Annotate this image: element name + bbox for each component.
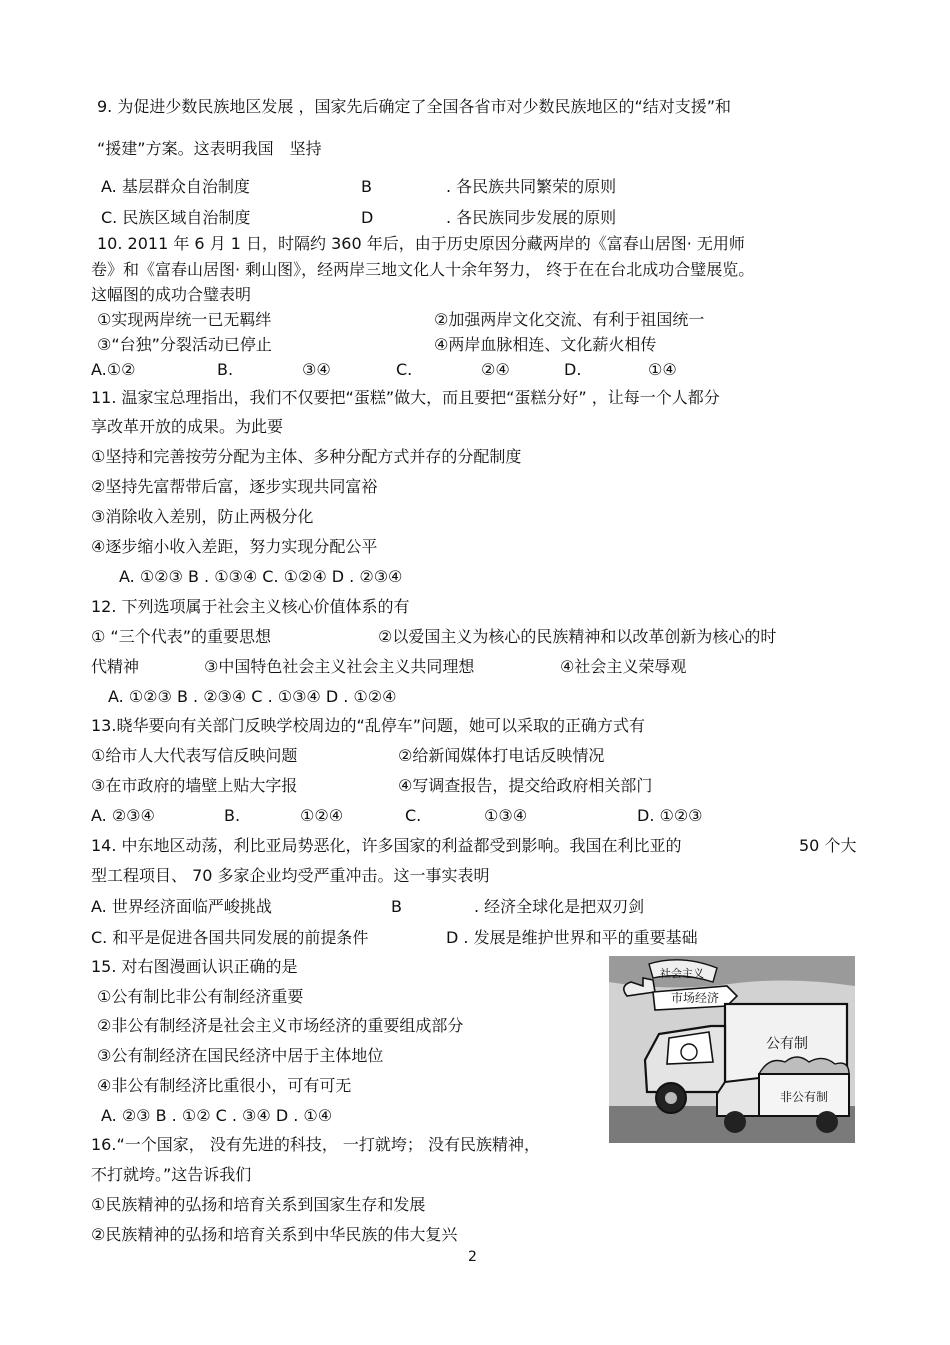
q14-option-c: C. 和平是促进各国共同发展的前提条件 [91,928,369,947]
q13-choice-d: D. ①②③ [637,806,703,825]
q14-stem-line1: 14. 中东地区动荡，利比亚局势恶化，许多国家的利益都受到影响。我国在利比亚的 [91,836,682,855]
q12-statement-2: ②以爱国主义为核心的民族精神和以改革创新为核心的时 [378,627,777,646]
q12-choices: A. ①②③ B . ②③④ C . ①③④ D . ①②④ [108,687,397,706]
q13-choice-a: A. ②③④ [91,806,155,825]
q13-statement-3: ③在市政府的墙壁上贴大字报 [91,776,298,795]
cartoon-image [609,956,855,1143]
q10-statement-3: ③“台独”分裂活动已停止 [97,335,272,354]
small-truck-wheel-rear [816,1111,838,1133]
q14-option-b-letter: B [391,897,402,916]
q12-statement-4: ④社会主义荣辱观 [560,657,687,676]
q15-statement-2: ②非公有制经济是社会主义市场经济的重要组成部分 [97,1016,464,1035]
q10-stem-line1: 10. 2011 年 6 月 1 日，时隔约 360 年后，由于历史原因分藏两岸的《富春山居图· 无用师 [97,234,745,253]
q13-choice-b: B. [224,806,241,825]
q15-statement-4: ④非公有制经济比重很小，可有可无 [97,1076,352,1095]
q9-option-a: A. 基层群众自治制度 [101,177,250,196]
q16-stem-line1: 16.“一个国家， 没有先进的科技， 一打就垮； 没有民族精神， [91,1135,540,1154]
q10-choice-b-value: ③④ [302,360,331,379]
q15-choices: A. ②③ B . ①② C . ③④ D . ①④ [101,1106,333,1125]
q11-statement-3: ③消除收入差别，防止两极分化 [91,507,314,526]
q9-stem-line1: 9. 为促进少数民族地区发展 ，国家先后确定了全国各省市对少数民族地区的“结对支援”和 [97,97,732,116]
q14-option-d: D . 发展是维护世界和平的重要基础 [446,928,698,947]
q10-stem-line2: 卷》和《富春山居图· 剩山图》，经两岸三地文化人十余年努力， 终于在在台北成功合璧展览。 [91,260,755,279]
q9-option-b: . 各民族共同繁荣的原则 [446,177,617,196]
small-truck-cab [717,1078,759,1116]
q11-statement-4: ④逐步缩小收入差距，努力实现分配公平 [91,537,378,556]
q13-choice-c: C. [405,806,422,825]
sign-market-economy-text: 市场经济 [670,991,720,1005]
q10-choice-d: D. [564,360,582,379]
q12-stem: 12. 下列选项属于社会主义核心价值体系的有 [91,597,410,616]
small-truck-wheel-front [724,1111,746,1133]
q14-stem-line2: 型工程项目、 70 多家企业均受严重冲击。这一事实表明 [91,866,490,885]
q10-choice-c: C. [396,360,413,379]
big-truck-label: 公有制 [766,1036,808,1052]
sign-socialism-text: 社会主义 [660,967,704,980]
q9-stem-line2: “援建”方案。这表明我国 坚持 [97,139,322,158]
q10-statement-1: ①实现两岸统一已无羁绊 [97,310,272,329]
small-truck-label: 非公有制 [779,1090,829,1104]
q9-option-c: C. 民族区域自治制度 [101,208,251,227]
q13-choice-c-value: ①③④ [484,806,528,825]
q9-option-b-letter: B [361,177,372,196]
q9-option-d: . 各民族同步发展的原则 [446,208,617,227]
q16-statement-1: ①民族精神的弘扬和培育关系到国家生存和发展 [91,1195,426,1214]
q11-choices: A. ①②③ B . ①③④ C. ①②④ D . ②③④ [119,567,403,586]
q14-stem-line1-end: 50 个大 [799,836,857,855]
q10-choice-c-value: ②④ [481,360,510,379]
q15-stem: 15. 对右图漫画认识正确的是 [91,957,298,976]
q10-statement-2: ②加强两岸文化交流、有利于祖国统一 [434,310,705,329]
q13-statement-2: ②给新闻媒体打电话反映情况 [398,746,605,765]
q10-choice-d-value: ①④ [648,360,677,379]
q10-statement-4: ④两岸血脉相连、文化薪火相传 [434,335,657,354]
q13-statement-1: ①给市人大代表写信反映问题 [91,746,298,765]
q16-statement-2: ②民族精神的弘扬和培育关系到中华民族的伟大复兴 [91,1225,458,1244]
big-truck-window [667,1032,713,1064]
q14-option-b: . 经济全球化是把双刃剑 [474,897,645,916]
q13-statement-4: ④写调查报告，提交给政府相关部门 [398,776,653,795]
q11-stem-line2: 享改革开放的成果。为此要 [91,417,284,436]
q10-choice-b: B. [217,360,234,379]
q10-choice-a: A.①② [91,360,136,379]
q16-stem-line2: 不打就垮。”这告诉我们 [91,1165,252,1184]
q15-statement-1: ①公有制比非公有制经济重要 [97,987,304,1006]
q10-stem-line3: 这幅图的成功合璧表明 [91,285,252,304]
q11-statement-2: ②坚持先富帮带后富，逐步实现共同富裕 [91,477,378,496]
q9-option-d-letter: D [361,208,374,227]
q12-statement-1: ① “三个代表”的重要思想 [91,627,272,646]
q11-stem-line1: 11. 温家宝总理指出，我们不仅要把“蛋糕”做大，而且要把“蛋糕分好” ，让每一个人都分 [91,388,720,407]
q13-stem: 13.晓华要向有关部门反映学校周边的“乱停车”问题，她可以采取的正确方式有 [91,716,646,735]
q12-statement-2-cont: 代精神 [91,657,140,676]
big-truck-hub-front [665,1092,677,1104]
q11-statement-1: ①坚持和完善按劳分配为主体、多种分配方式并存的分配制度 [91,447,522,466]
q13-choice-b-value: ①②④ [300,806,344,825]
q14-option-a: A. 世界经济面临严峻挑战 [91,897,272,916]
q12-statement-3: ③中国特色社会主义社会主义共同理想 [204,657,475,676]
q15-statement-3: ③公有制经济在国民经济中居于主体地位 [97,1046,384,1065]
page-number: 2 [468,1249,477,1265]
